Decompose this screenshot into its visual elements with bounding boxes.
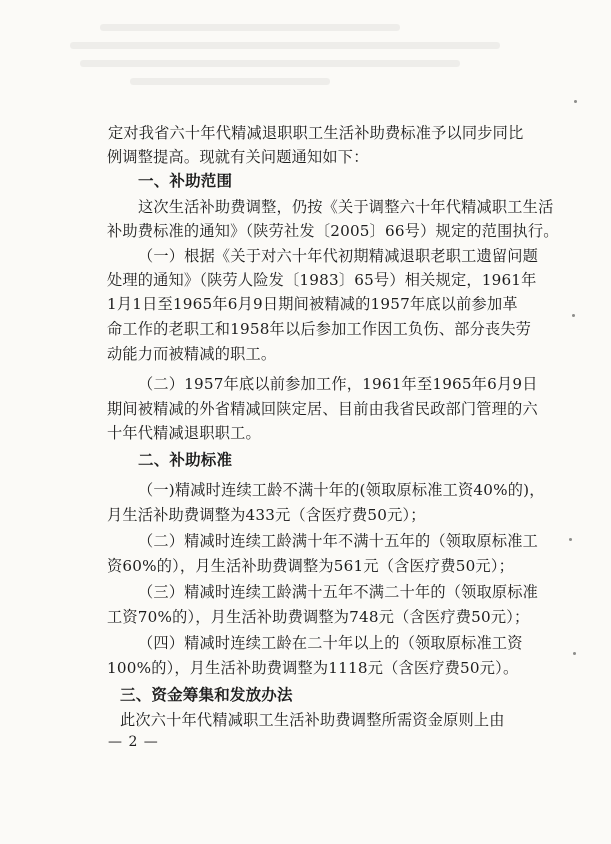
- page-number: — 2 —: [108, 734, 159, 750]
- body-line: （三）精减时连续工龄满十五年不满二十年的（领取原标准: [138, 583, 539, 601]
- scan-speck: [574, 100, 577, 103]
- scan-speck: [573, 652, 576, 655]
- body-line: 处理的通知》（陕劳人险发〔1983〕65号）相关规定，1961年: [107, 271, 537, 289]
- body-line: （二）1957年底以前参加工作，1961年至1965年6月9日: [138, 375, 538, 393]
- body-line: 补助费标准的通知》（陕劳社发〔2005〕66号）规定的范围执行。: [107, 222, 559, 240]
- body-line: 十年代精减退职职工。: [107, 424, 261, 442]
- body-line: 工资70%的），月生活补助费调整为748元（含医疗费50元）；: [107, 608, 530, 626]
- body-line: 命工作的老职工和1958年以后参加工作因工负伤、部分丧失劳: [107, 320, 532, 338]
- body-line: （二）精减时连续工龄满十年不满十五年的（领取原标准工: [138, 532, 539, 550]
- body-line: 这次生活补助费调整，仍按《关于调整六十年代精减职工生活: [138, 198, 554, 216]
- scan-speck: [569, 538, 572, 541]
- body-line: 此次六十年代精减职工生活补助费调整所需资金原则上由: [120, 711, 505, 729]
- body-line: 100%的），月生活补助费调整为1118元（含医疗费50元）。: [107, 659, 519, 677]
- section-heading: 三、资金筹集和发放办法: [120, 686, 293, 704]
- body-line: （一）根据《关于对六十年代初期精减退职老职工遗留问题: [138, 247, 539, 265]
- body-line: （一)精减时连续工龄不满十年的(领取原标准工资40%的)，: [138, 481, 545, 499]
- show-through-marks: [70, 20, 530, 100]
- section-heading: 一、补助范围: [138, 172, 233, 190]
- body-line: （四）精减时连续工龄在二十年以上的（领取原标准工资: [138, 634, 523, 652]
- scan-speck: [572, 314, 575, 317]
- body-line: 动能力而被精减的职工。: [107, 345, 277, 363]
- body-line: 定对我省六十年代精减退职职工生活补助费标准予以同步同比: [108, 124, 524, 142]
- body-line: 1月1日至1965年6月9日期间被精减的1957年底以前参加革: [107, 295, 518, 313]
- body-line: 月生活补助费调整为433元（含医疗费50元）；: [107, 506, 426, 524]
- body-line: 资60%的），月生活补助费调整为561元（含医疗费50元）；: [107, 557, 514, 575]
- body-line: 期间被精减的外省精减回陕定居、目前由我省民政部门管理的六: [107, 400, 538, 418]
- section-heading: 二、补助标准: [138, 451, 233, 469]
- body-line: 例调整提高。现就有关问题通知如下：: [107, 148, 369, 166]
